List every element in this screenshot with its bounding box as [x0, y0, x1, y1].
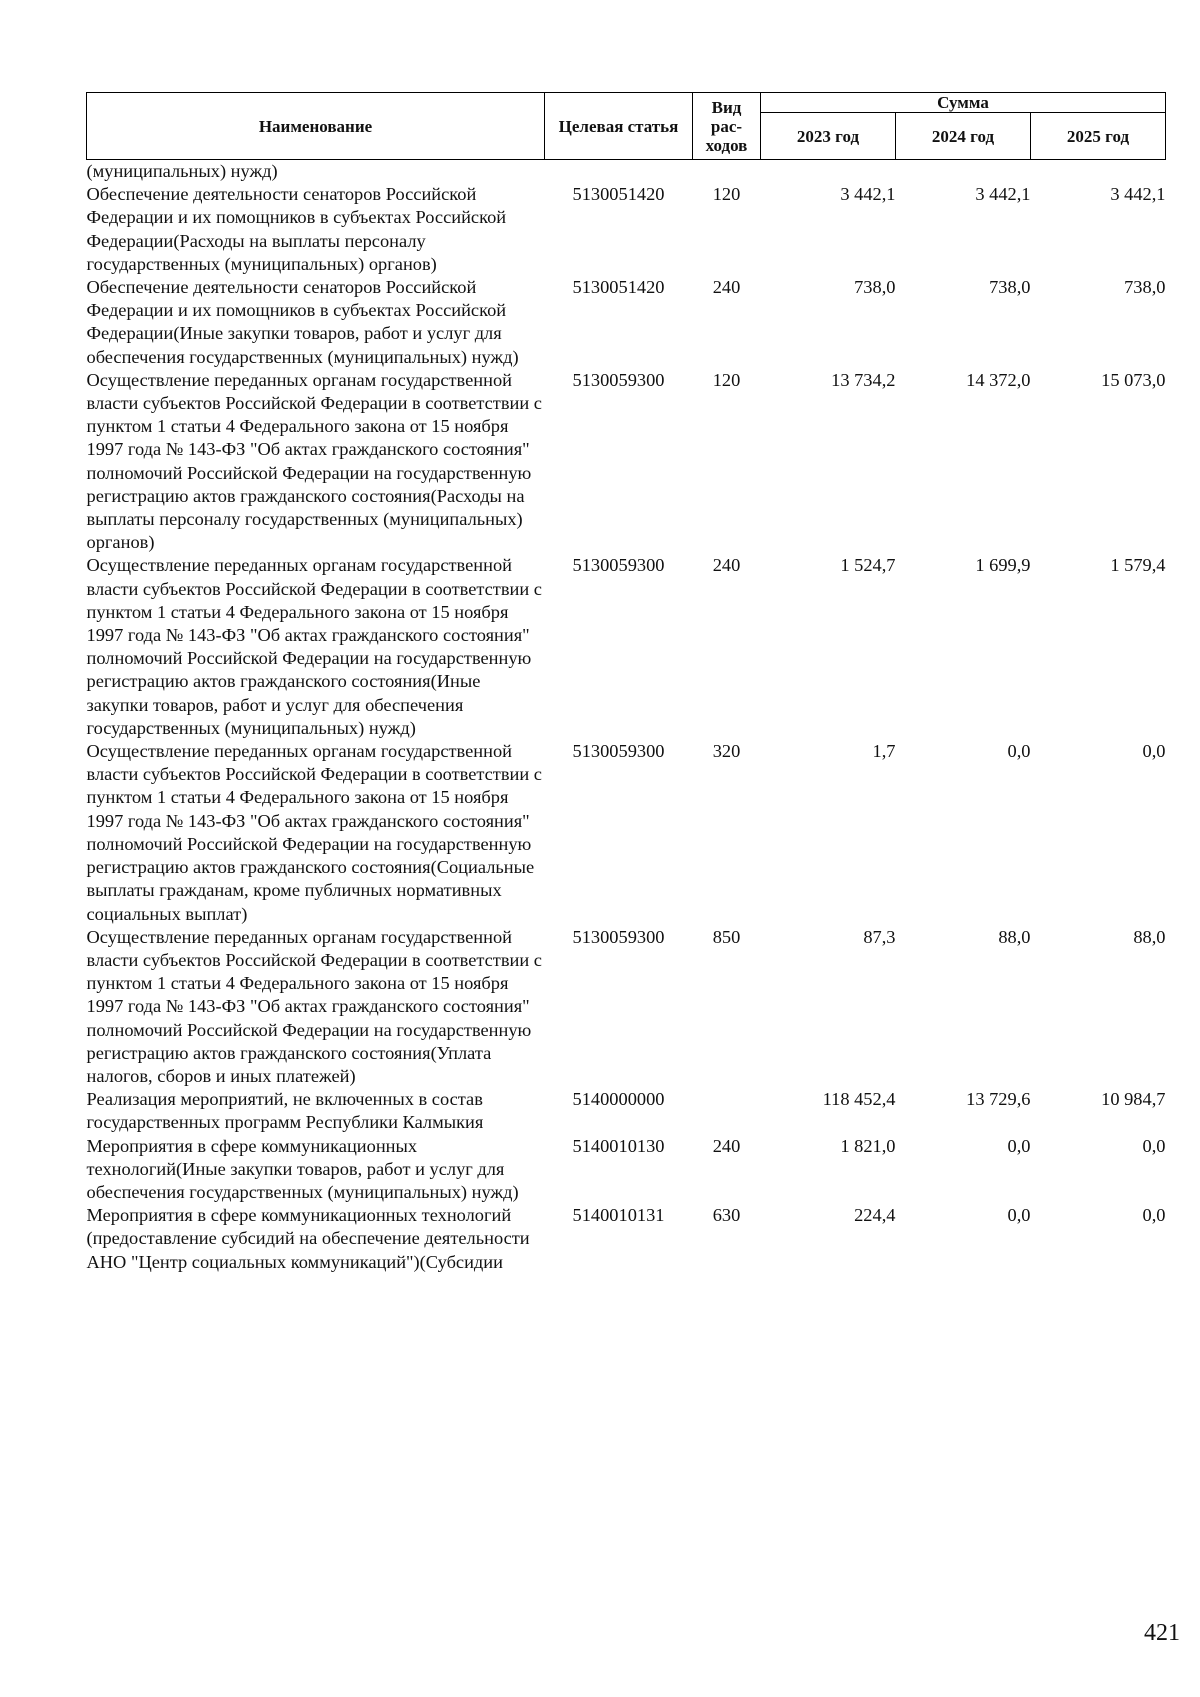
row-2024: 88,0 [998, 926, 1031, 947]
header-sum: Сумма [761, 93, 1166, 113]
row-2025: 738,0 [1124, 277, 1166, 298]
row-vid: 320 [712, 741, 741, 762]
row-2024: 0,0 [1007, 1135, 1031, 1156]
row-2023: 224,4 [854, 1205, 896, 1226]
table-row [87, 740, 1166, 926]
row-2023: 738,0 [854, 277, 896, 298]
row-2024: 1 699,9 [975, 555, 1031, 576]
table-header [87, 93, 1166, 160]
row-vid: 240 [712, 277, 741, 298]
row-2023: 13 734,2 [831, 369, 896, 390]
header-name: Наименование [87, 93, 545, 160]
row-2023: 1 524,7 [840, 555, 896, 576]
table-row [87, 1088, 1166, 1134]
budget-table [86, 92, 1166, 1274]
table-row [87, 1135, 1166, 1205]
table-row [87, 1204, 1166, 1274]
row-article: 5130051420 [572, 277, 665, 298]
table-row [87, 160, 1166, 184]
row-article: 5130051420 [572, 184, 665, 205]
row-2023: 118 452,4 [822, 1089, 896, 1110]
row-2025 [1031, 160, 1166, 184]
row-2025: 88,0 [1133, 926, 1166, 947]
row-2024: 14 372,0 [966, 369, 1031, 390]
row-vid [693, 160, 761, 184]
row-article: 5130059300 [572, 926, 665, 947]
row-2024 [896, 160, 1031, 184]
row-article: 5140010130 [572, 1135, 665, 1156]
row-name: Мероприятия в сфере коммуникационных технологий(Иные закупки товаров, работ и услуг для обеспечения государственных (муниципальных) нужд) [86, 1135, 519, 1202]
header-2023: 2023 год [761, 113, 896, 160]
table-row [87, 369, 1166, 555]
row-name: Осуществление переданных органам государственной власти субъектов Российской Федерации в соответствии с пунктом 1 статьи 4 Федерального закона от 15 ноября 1997 года № 143-ФЗ "Об актах гражданского состояния" полномочий Российской Федерации на государственную регистрацию актов гражданского состояния(Иные закупки товаров, работ и услуг для обеспечения государственных (муниципальных) нужд) [86, 555, 542, 738]
header-2024: 2024 год [896, 113, 1031, 160]
table-row [87, 554, 1166, 740]
table-row [87, 183, 1166, 276]
row-2025: 15 073,0 [1101, 369, 1166, 390]
table-row [87, 926, 1166, 1088]
row-vid: 240 [712, 1135, 741, 1156]
row-name: (муниципальных) нужд) [86, 161, 278, 181]
page-number: 421 [1144, 1620, 1180, 1646]
row-2024: 3 442,1 [975, 184, 1031, 205]
row-name: Осуществление переданных органам государственной власти субъектов Российской Федерации в соответствии с пунктом 1 статьи 4 Федерального закона от 15 ноября 1997 года № 143-ФЗ "Об актах гражданского состояния" полномочий Российской Федерации на государственную регистрацию актов гражданского состояния(Социальные выплаты гражданам, кроме публичных нормативных социальных выплат) [86, 741, 542, 924]
row-2025: 0,0 [1142, 1135, 1166, 1156]
row-2023 [761, 160, 896, 184]
row-article: 5130059300 [572, 555, 665, 576]
row-vid: 630 [712, 1205, 741, 1226]
row-name: Обеспечение деятельности сенаторов Российской Федерации и их помощников в субъектах Российской Федерации(Иные закупки товаров, работ и услуг для обеспечения государственных (муниципальных) нужд) [86, 277, 519, 367]
row-vid: 120 [712, 184, 741, 205]
row-2024: 738,0 [989, 277, 1031, 298]
row-name: Реализация мероприятий, не включенных в состав государственных программ Республики Калмыкия [86, 1089, 484, 1133]
table-row [87, 276, 1166, 369]
row-article [545, 160, 693, 184]
row-vid [693, 1088, 761, 1134]
row-name: Мероприятия в сфере коммуникационных технологий (предоставление субсидий на обеспечение деятельности АНО "Центр социальных коммуникаций")(Субсидии [86, 1205, 530, 1272]
table-body [87, 160, 1166, 1274]
row-name: Обеспечение деятельности сенаторов Российской Федерации и их помощников в субъектах Российской Федерации(Расходы на выплаты персоналу государственных (муниципальных) органов) [86, 184, 507, 274]
row-2023: 1,7 [872, 741, 896, 762]
row-article: 5130059300 [572, 741, 665, 762]
row-2025: 10 984,7 [1101, 1089, 1166, 1110]
row-2025: 3 442,1 [1110, 184, 1166, 205]
header-article: Целевая статья [545, 93, 693, 160]
row-vid: 850 [712, 926, 741, 947]
row-article: 5140010131 [572, 1205, 665, 1226]
row-2023: 87,3 [863, 926, 896, 947]
row-2024: 0,0 [1007, 1205, 1031, 1226]
row-2024: 0,0 [1007, 741, 1031, 762]
header-2025: 2025 год [1031, 113, 1166, 160]
row-vid: 240 [712, 555, 741, 576]
row-2023: 3 442,1 [840, 184, 896, 205]
row-article: 5130059300 [572, 369, 665, 390]
row-article: 5140000000 [572, 1089, 665, 1110]
row-2023: 1 821,0 [840, 1135, 896, 1156]
row-name: Осуществление переданных органам государственной власти субъектов Российской Федерации в соответствии с пунктом 1 статьи 4 Федерального закона от 15 ноября 1997 года № 143-ФЗ "Об актах гражданского состояния" полномочий Российской Федерации на государственную регистрацию актов гражданского состояния(Расходы на выплаты персоналу государственных (муниципальных) органов) [86, 369, 542, 553]
row-vid: 120 [712, 369, 741, 390]
row-2024: 13 729,6 [966, 1089, 1031, 1110]
row-2025: 0,0 [1142, 1205, 1166, 1226]
row-2025: 1 579,4 [1110, 555, 1166, 576]
row-2025: 0,0 [1142, 741, 1166, 762]
header-vid: Вид рас-ходов [693, 93, 761, 160]
row-name: Осуществление переданных органам государственной власти субъектов Российской Федерации в соответствии с пунктом 1 статьи 4 Федерального закона от 15 ноября 1997 года № 143-ФЗ "Об актах гражданского состояния" полномочий Российской Федерации на государственную регистрацию актов гражданского состояния(Уплата налогов, сборов и иных платежей) [86, 926, 542, 1086]
